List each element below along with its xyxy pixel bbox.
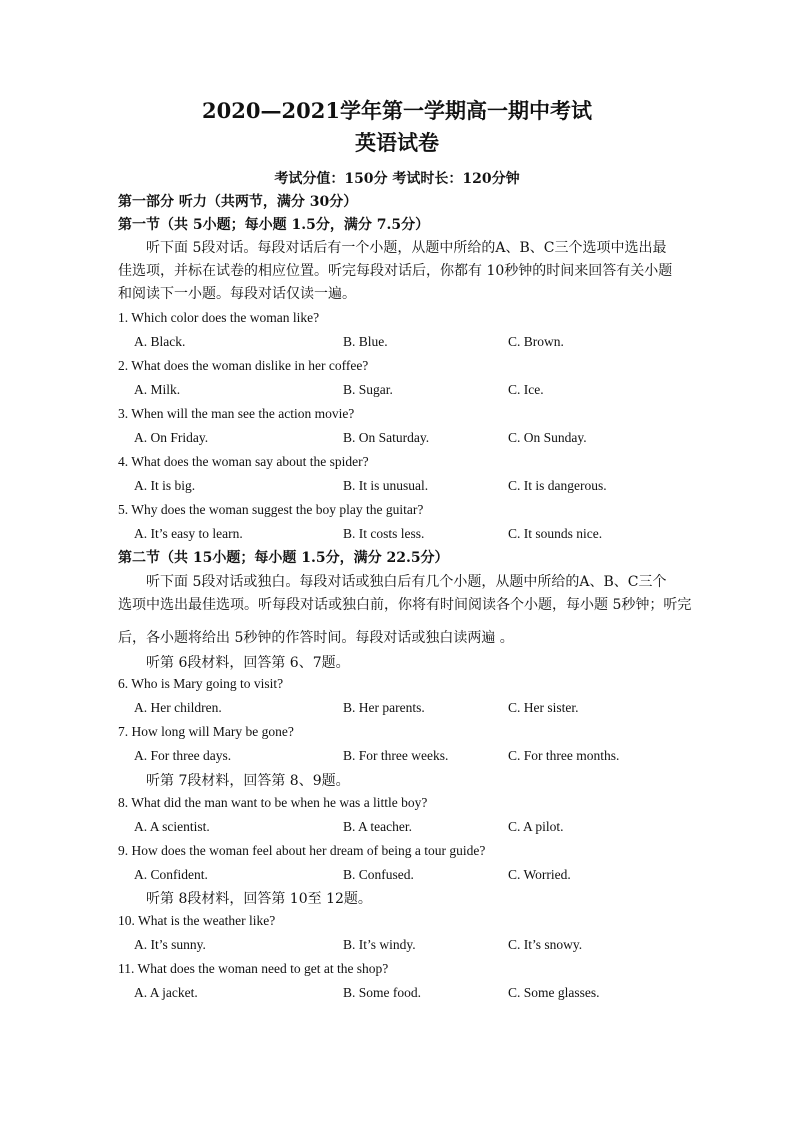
q11-option-b: B. Some food.: [343, 985, 422, 1000]
section2-heading: 第二节（共 15小题；每小题 1.5分，满分 22.5分）: [118, 550, 449, 566]
section1-instruction-line3: 和阅读下一小题。每段对话仅读一遍。: [118, 286, 356, 302]
q3-option-a: A. On Friday.: [134, 430, 209, 445]
q8-option-a: A. A scientist.: [134, 819, 210, 834]
q2-option-b: B. Sugar.: [343, 382, 393, 397]
page-title: 2020—2021学年第一学期高一期中考试: [202, 98, 592, 123]
q5-option-a: A. It’s easy to learn.: [134, 526, 243, 541]
question-2: 2. What does the woman dislike in her coffee?: [118, 358, 369, 373]
q11-option-c: C. Some glasses.: [508, 985, 600, 1000]
q5-option-c: C. It sounds nice.: [508, 526, 603, 541]
q7-option-a: A. For three days.: [134, 748, 232, 763]
question-10: 10. What is the weather like?: [118, 913, 276, 928]
question-6: 6. Who is Mary going to visit?: [118, 676, 284, 691]
q4-option-a: A. It is big.: [134, 478, 196, 493]
q2-option-a: A. Milk.: [134, 382, 181, 397]
q9-option-b: B. Confused.: [343, 867, 414, 882]
section1-heading: 第一节（共 5小题；每小题 1.5分，满分 7.5分）: [118, 217, 430, 233]
section1-instruction-line2: 佳选项，并标在试卷的相应位置。听完每段对话后，你都有 10秒钟的时间来回答有关小题: [118, 263, 673, 279]
page-subtitle: 英语试卷: [355, 130, 439, 155]
q1-option-c: C. Brown.: [508, 334, 564, 349]
question-3: 3. When will the man see the action movie?: [118, 406, 355, 421]
q4-option-b: B. It is unusual.: [343, 478, 429, 493]
question-9: 9. How does the woman feel about her dream of being a tour guide?: [118, 843, 486, 858]
question-4: 4. What does the woman say about the spider?: [118, 454, 369, 469]
q10-option-c: C. It’s snowy.: [508, 937, 583, 952]
q7-option-b: B. For three weeks.: [343, 748, 449, 763]
group2-intro: 听第 7段材料，回答第 8、9题。: [146, 773, 350, 789]
q1-option-b: B. Blue.: [343, 334, 388, 349]
q8-option-b: B. A teacher.: [343, 819, 412, 834]
q7-option-c: C. For three months.: [508, 748, 620, 763]
section1-instruction-line1: 听下面 5段对话。每段对话后有一个小题，从题中所给的A、B、C三个选项中选出最: [146, 240, 667, 256]
question-8: 8. What did the man want to be when he was a little boy?: [118, 795, 428, 810]
q10-option-b: B. It’s windy.: [343, 937, 416, 952]
q10-option-a: A. It’s sunny.: [134, 937, 206, 952]
part1-heading: 第一部分 听力（共两节，满分 30分）: [118, 194, 358, 210]
q8-option-c: C. A pilot.: [508, 819, 564, 834]
q11-option-a: A. A jacket.: [134, 985, 198, 1000]
group1-intro: 听第 6段材料，回答第 6、7题。: [146, 655, 350, 671]
q6-option-c: C. Her sister.: [508, 700, 579, 715]
question-5: 5. Why does the woman suggest the boy play the guitar?: [118, 502, 424, 517]
q1-option-a: A. Black.: [134, 334, 186, 349]
q3-option-b: B. On Saturday.: [343, 430, 430, 445]
q4-option-c: C. It is dangerous.: [508, 478, 607, 493]
q3-option-c: C. On Sunday.: [508, 430, 587, 445]
section2-instruction-line2: 选项中选出最佳选项。听每段对话或独白前，你将有时间阅读各个小题，每小题 5秒钟；听完: [118, 597, 692, 613]
exam-info: 考试分值：150分 考试时长：120分钟: [274, 171, 520, 187]
section2-instruction-line1: 听下面 5段对话或独白。每段对话或独白后有几个小题，从题中所给的A、B、C三个: [146, 574, 667, 590]
question-11: 11. What does the woman need to get at the shop?: [118, 961, 389, 976]
q9-option-a: A. Confident.: [134, 867, 208, 882]
q5-option-b: B. It costs less.: [343, 526, 425, 541]
section2-instruction-line3: 后，各小题将给出 5秒钟的作答时间。每段对话或独白读两遍 。: [118, 630, 514, 646]
q6-option-b: B. Her parents.: [343, 700, 425, 715]
q9-option-c: C. Worried.: [508, 867, 571, 882]
q2-option-c: C. Ice.: [508, 382, 544, 397]
group3-intro: 听第 8段材料，回答第 10至 12题。: [146, 891, 372, 907]
q6-option-a: A. Her children.: [134, 700, 222, 715]
question-1: 1. Which color does the woman like?: [118, 310, 320, 325]
question-7: 7. How long will Mary be gone?: [118, 724, 294, 739]
